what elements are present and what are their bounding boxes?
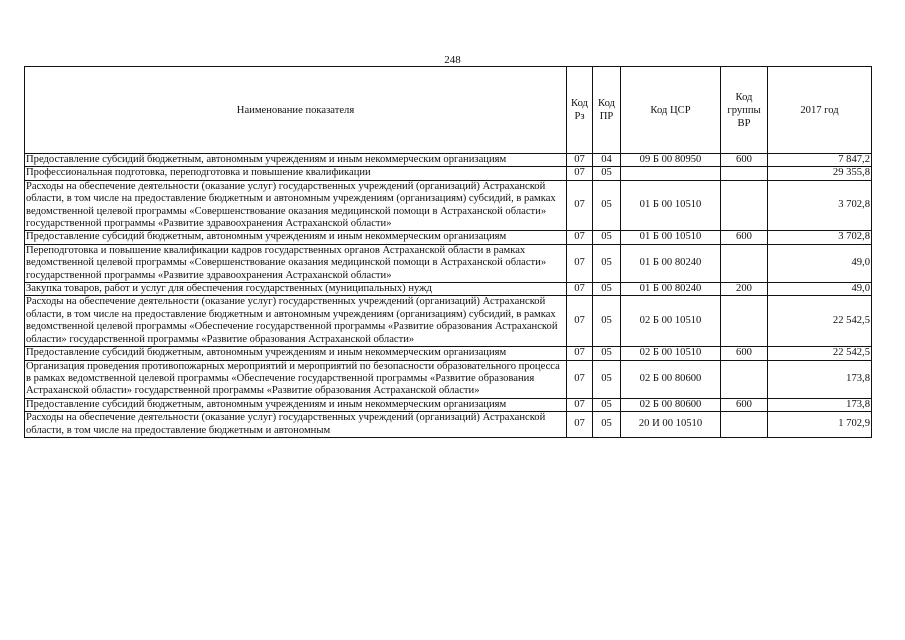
- header-year: 2017 год: [768, 67, 872, 154]
- row-rz: 07: [567, 296, 593, 347]
- row-rz: 07: [567, 398, 593, 411]
- row-vr: [721, 167, 768, 180]
- row-vr: 600: [721, 231, 768, 244]
- row-csr: 01 Б 00 10510: [621, 231, 721, 244]
- row-vr: [721, 296, 768, 347]
- table-row: [25, 154, 872, 167]
- row-name: Предоставление субсидий бюджетным, автономным учреждениям и иным некоммерческим организациям: [25, 347, 567, 360]
- header-pr: Код ПР: [593, 67, 621, 154]
- row-amount: 49,0: [768, 283, 872, 296]
- table-row: [25, 296, 872, 347]
- table-row: [25, 244, 872, 282]
- row-amount: 22 542,5: [768, 347, 872, 360]
- row-pr: 05: [593, 283, 621, 296]
- table-row: [25, 360, 872, 398]
- row-amount: 49,0: [768, 244, 872, 282]
- table-row: [25, 398, 872, 411]
- row-csr: 01 Б 00 80240: [621, 283, 721, 296]
- row-pr: 04: [593, 154, 621, 167]
- row-pr: 05: [593, 412, 621, 438]
- row-amount: 1 702,9: [768, 412, 872, 438]
- row-name: Расходы на обеспечение деятельности (оказание услуг) государственных учреждений (организаций) Астраханской области, в том числе на предоставление бюджетным и автономным учреждениям (организациям) субсидий, в рамках ведомственной целевой программы «Совершенствование оказания медицинской помощи в Астраханской области» государственной программы «Развитие здравоохранения Астраханской области»: [25, 180, 567, 231]
- row-rz: 07: [567, 244, 593, 282]
- row-name: Расходы на обеспечение деятельности (оказание услуг) государственных учреждений (организаций) Астраханской области, в том числе на предоставление бюджетным и автономным: [25, 412, 567, 438]
- table-row: [25, 347, 872, 360]
- row-name: Предоставление субсидий бюджетным, автономным учреждениям и иным некоммерческим организациям: [25, 154, 567, 167]
- row-vr: [721, 180, 768, 231]
- row-csr: 01 Б 00 80240: [621, 244, 721, 282]
- table-row: [25, 412, 872, 438]
- row-vr: 200: [721, 283, 768, 296]
- row-rz: 07: [567, 154, 593, 167]
- row-vr: 600: [721, 154, 768, 167]
- header-rz: Код Рз: [567, 67, 593, 154]
- row-name: Профессиональная подготовка, переподготовка и повышение квалификации: [25, 167, 567, 180]
- row-pr: 05: [593, 296, 621, 347]
- row-vr: [721, 412, 768, 438]
- table-row: [25, 167, 872, 180]
- row-rz: 07: [567, 167, 593, 180]
- row-pr: 05: [593, 244, 621, 282]
- row-amount: 29 355,8: [768, 167, 872, 180]
- table-row: [25, 180, 872, 231]
- row-name: Переподготовка и повышение квалификации кадров государственных органов Астраханской области в рамках ведомственной целевой программы «Совершенствование оказания медицинской помощи в Астраханской области» государственной программы «Развитие здравоохранения Астраханской области»: [25, 244, 567, 282]
- row-vr: [721, 360, 768, 398]
- row-vr: 600: [721, 347, 768, 360]
- row-name: Закупка товаров, работ и услуг для обеспечения государственных (муниципальных) нужд: [25, 283, 567, 296]
- row-pr: 05: [593, 180, 621, 231]
- row-amount: 173,8: [768, 398, 872, 411]
- row-amount: 7 847,2: [768, 154, 872, 167]
- row-name: Организация проведения противопожарных мероприятий и мероприятий по безопасности образовательного процесса в рамках ведомственной целевой программы «Обеспечение государственной программы «Развитие образования Астраханской области» государственной программы «Развитие образования Астраханской области»: [25, 360, 567, 398]
- row-vr: [721, 244, 768, 282]
- budget-table: [24, 66, 872, 438]
- row-rz: 07: [567, 412, 593, 438]
- row-amount: 3 702,8: [768, 231, 872, 244]
- row-csr: 02 Б 00 10510: [621, 296, 721, 347]
- page-bottom-cutoff: [0, 614, 905, 640]
- row-rz: 07: [567, 180, 593, 231]
- row-pr: 05: [593, 360, 621, 398]
- row-name: Расходы на обеспечение деятельности (оказание услуг) государственных учреждений (организаций) Астраханской области, в том числе на предоставление бюджетным и автономным учреждениям (организациям) субсидий, в рамках ведомственной целевой программы «Обеспечение государственной программы «Развитие образования Астраханской области» государственной программы «Развитие образования Астраханской области»: [25, 296, 567, 347]
- row-rz: 07: [567, 347, 593, 360]
- row-amount: 3 702,8: [768, 180, 872, 231]
- row-csr: 01 Б 00 10510: [621, 180, 721, 231]
- row-pr: 05: [593, 398, 621, 411]
- row-rz: 07: [567, 283, 593, 296]
- header-csr: Код ЦСР: [621, 67, 721, 154]
- row-csr: 02 Б 00 80600: [621, 398, 721, 411]
- table-header-row: [25, 67, 872, 154]
- row-vr: 600: [721, 398, 768, 411]
- row-csr: 02 Б 00 80600: [621, 360, 721, 398]
- row-csr: 20 И 00 10510: [621, 412, 721, 438]
- row-csr: [621, 167, 721, 180]
- table-row: [25, 231, 872, 244]
- row-rz: 07: [567, 360, 593, 398]
- row-amount: 22 542,5: [768, 296, 872, 347]
- row-pr: 05: [593, 347, 621, 360]
- header-name: Наименование показателя: [25, 67, 567, 154]
- row-amount: 173,8: [768, 360, 872, 398]
- header-vr: Код группы ВР: [721, 67, 768, 154]
- table-row: [25, 283, 872, 296]
- row-rz: 07: [567, 231, 593, 244]
- row-name: Предоставление субсидий бюджетным, автономным учреждениям и иным некоммерческим организациям: [25, 231, 567, 244]
- row-csr: 09 Б 00 80950: [621, 154, 721, 167]
- page-number: 248: [444, 54, 461, 66]
- row-pr: 05: [593, 231, 621, 244]
- row-name: Предоставление субсидий бюджетным, автономным учреждениям и иным некоммерческим организациям: [25, 398, 567, 411]
- row-csr: 02 Б 00 10510: [621, 347, 721, 360]
- row-pr: 05: [593, 167, 621, 180]
